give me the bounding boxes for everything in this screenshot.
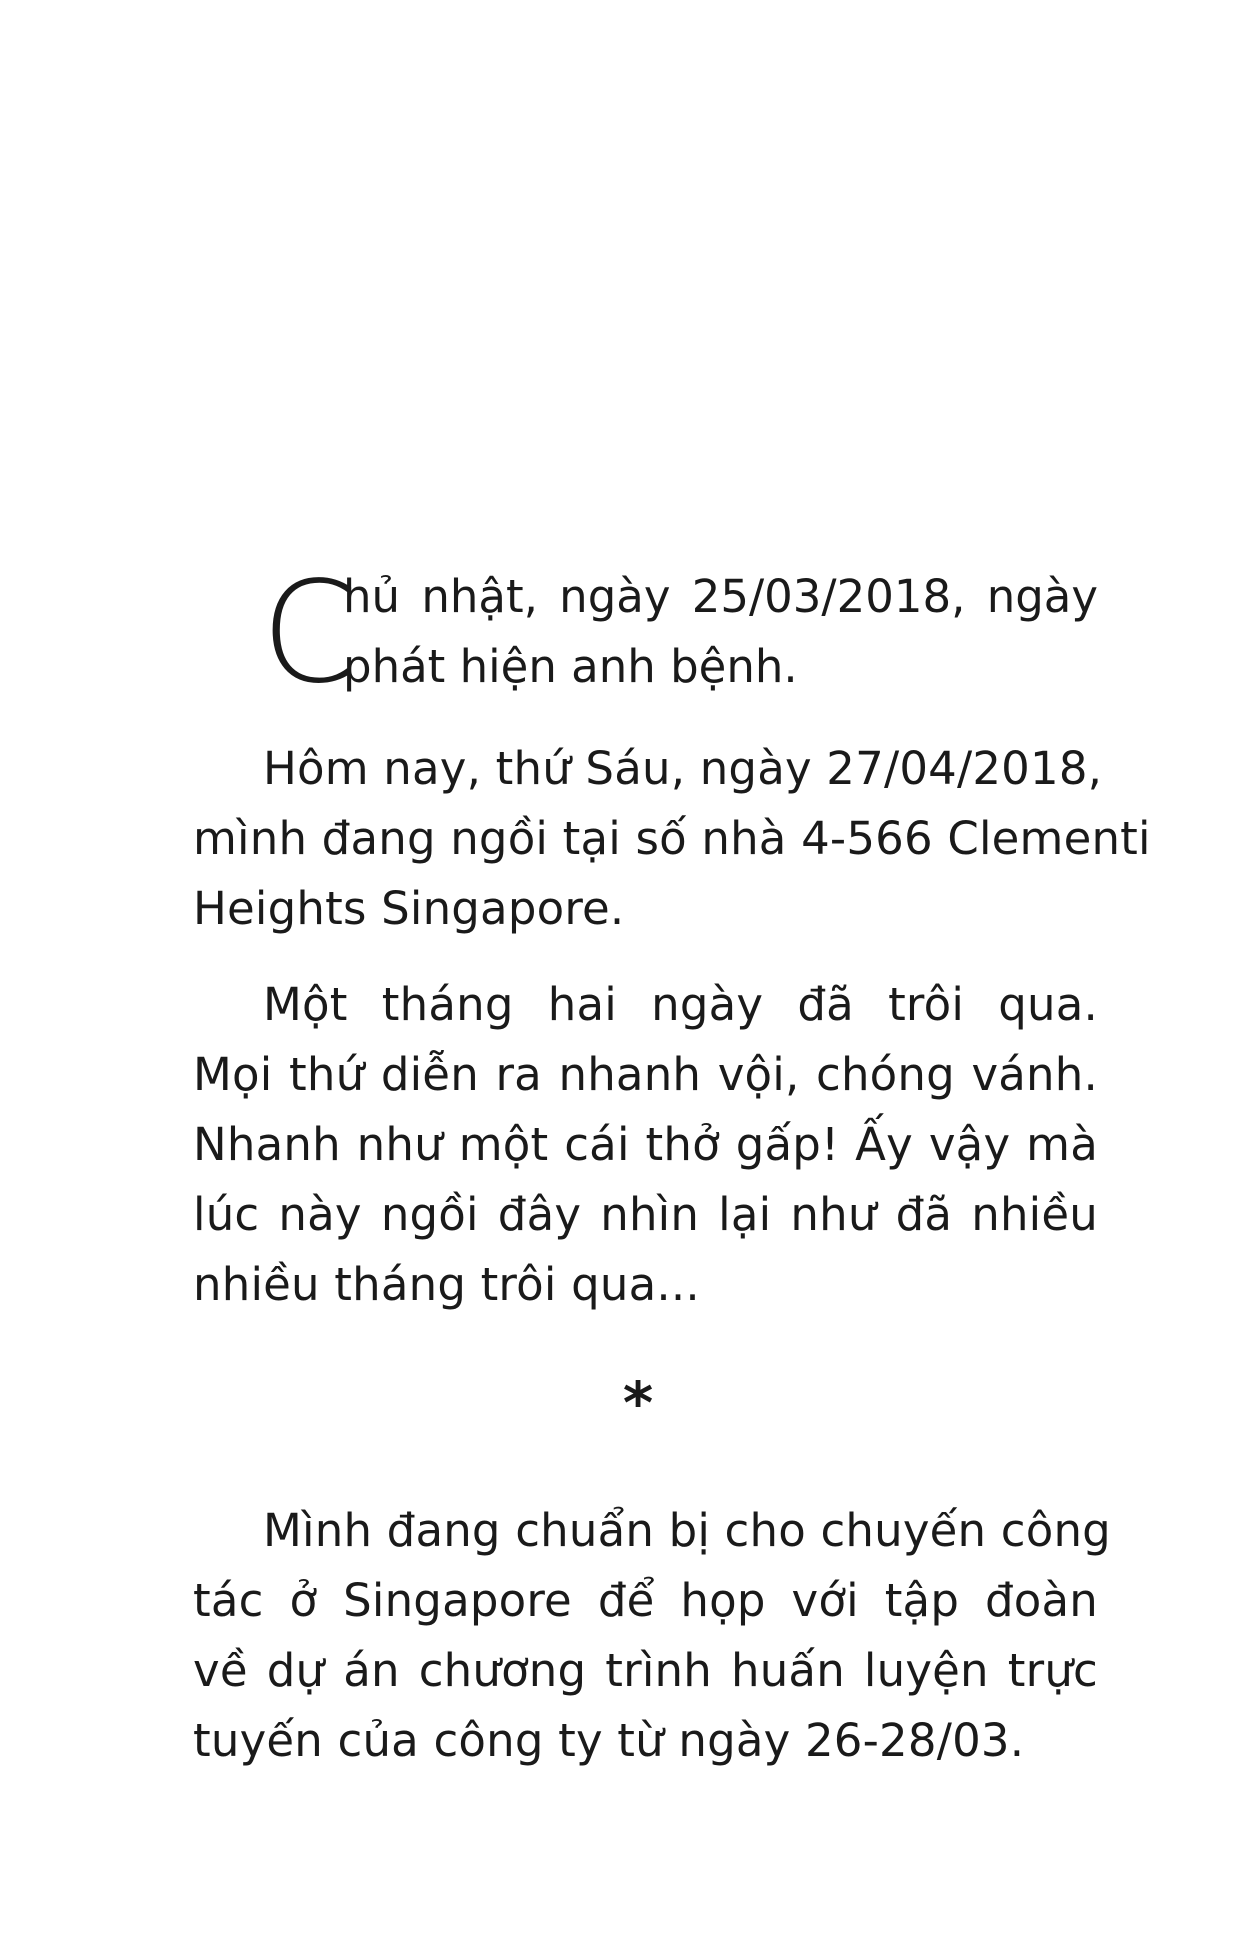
text-line: lúc này ngồi đây nhìn lại như đã nhiều — [193, 1188, 1098, 1241]
text-line: Mình đang chuẩn bị cho chuyến công — [263, 1504, 1111, 1557]
text-line: Nhanh như một cái thở gấp! Ấy vậy mà — [193, 1118, 1098, 1171]
text-line: Một tháng hai ngày đã trôi qua. — [263, 978, 1098, 1031]
paragraph-opening — [193, 552, 1098, 715]
text-line: về dự án chương trình huấn luyện trực — [193, 1644, 1098, 1697]
text-line: Heights Singapore. — [193, 882, 625, 935]
text-line: phát hiện anh bệnh. — [343, 640, 798, 693]
paragraph-reflection — [193, 970, 1098, 1320]
section-separator: * — [622, 1369, 654, 1437]
text-line: mình đang ngồi tại số nhà 4-566 Clementi — [193, 812, 1151, 865]
paragraph-today — [193, 734, 1151, 944]
text-line: tuyến của công ty từ ngày 26-28/03. — [193, 1714, 1025, 1767]
text-line: nhiều tháng trôi qua... — [193, 1258, 700, 1311]
paragraph-trip — [193, 1496, 1111, 1776]
text-line: Hôm nay, thứ Sáu, ngày 27/04/2018, — [263, 742, 1103, 795]
text-line: Mọi thứ diễn ra nhanh vội, chóng vánh. — [193, 1048, 1098, 1101]
text-line: hủ nhật, ngày 25/03/2018, ngày — [343, 570, 1098, 623]
text-line: tác ở Singapore để họp với tập đoàn — [193, 1574, 1098, 1627]
drop-cap: C — [261, 552, 359, 715]
